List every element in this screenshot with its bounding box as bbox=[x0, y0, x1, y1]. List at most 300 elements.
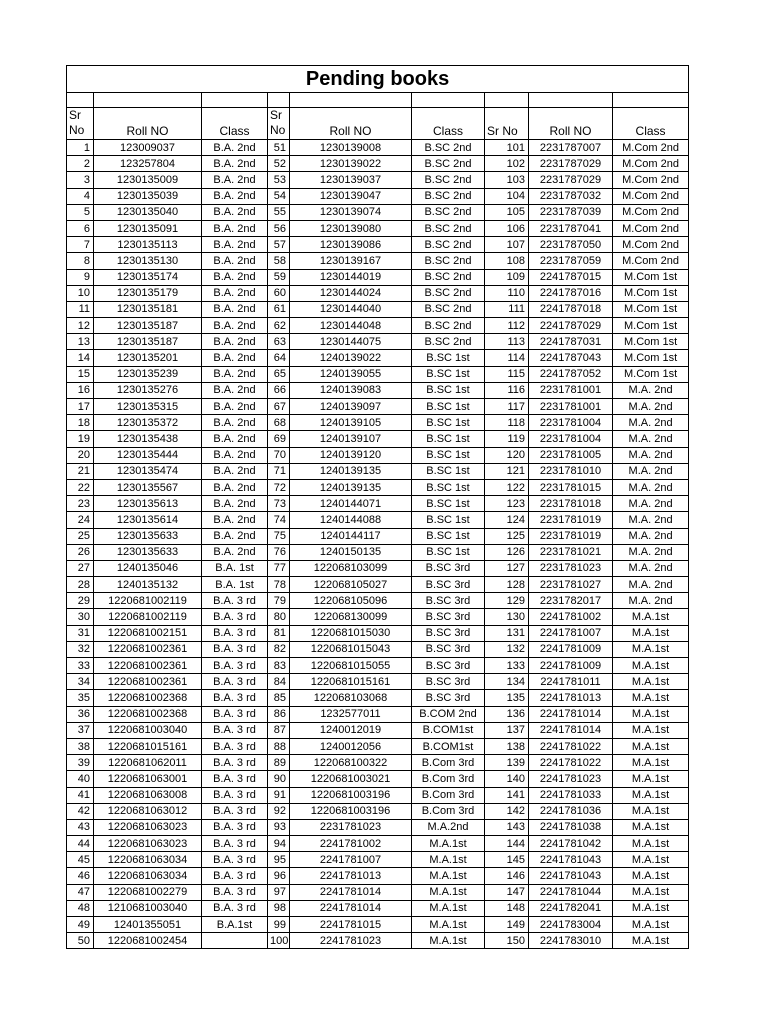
table-row bbox=[67, 722, 689, 738]
roll-no-cell: 1240139120 bbox=[290, 447, 412, 463]
class-cell: M.A.1st bbox=[613, 933, 689, 949]
class-cell: B.A. 2nd bbox=[202, 220, 268, 236]
sr-no-cell: 32 bbox=[67, 641, 94, 657]
sr-no-cell: 64 bbox=[268, 350, 290, 366]
class-cell: M.A.1st bbox=[613, 852, 689, 868]
roll-no-cell: 2241787016 bbox=[529, 285, 613, 301]
class-cell: M.A. 2nd bbox=[613, 415, 689, 431]
sr-no-cell: 118 bbox=[485, 415, 529, 431]
sr-no-cell: 17 bbox=[67, 399, 94, 415]
class-cell: B.SC 2nd bbox=[412, 285, 485, 301]
roll-no-cell: 1230135239 bbox=[94, 366, 202, 382]
roll-no-cell: 1230135633 bbox=[94, 544, 202, 560]
roll-no-cell: 1230135633 bbox=[94, 528, 202, 544]
roll-no-cell: 2231787029 bbox=[529, 172, 613, 188]
sr-no-cell: 51 bbox=[268, 140, 290, 156]
roll-no-cell: 1220681002119 bbox=[94, 593, 202, 609]
roll-no-cell: 1230135614 bbox=[94, 512, 202, 528]
class-cell: B.A. 3 rd bbox=[202, 803, 268, 819]
class-cell: B.A. 2nd bbox=[202, 172, 268, 188]
table-row bbox=[67, 690, 689, 706]
sr-no-cell: 80 bbox=[268, 609, 290, 625]
roll-no-cell: 1230135009 bbox=[94, 172, 202, 188]
roll-no-cell: 2231781001 bbox=[529, 382, 613, 398]
class-cell: B.A. 3 rd bbox=[202, 868, 268, 884]
class-cell: B.SC 2nd bbox=[412, 140, 485, 156]
roll-no-cell: 1210681003040 bbox=[94, 900, 202, 916]
roll-no-cell: 2231781023 bbox=[290, 819, 412, 835]
table-row bbox=[67, 641, 689, 657]
class-cell: M.Com 2nd bbox=[613, 140, 689, 156]
class-cell: B.SC 2nd bbox=[412, 204, 485, 220]
class-cell: B.A. 3 rd bbox=[202, 641, 268, 657]
roll-no-cell: 1220681063034 bbox=[94, 852, 202, 868]
roll-no-cell: 2241781022 bbox=[529, 755, 613, 771]
sr-no-cell: 133 bbox=[485, 658, 529, 674]
roll-no-cell: 1230144040 bbox=[290, 301, 412, 317]
roll-no-cell: 1240139107 bbox=[290, 431, 412, 447]
class-cell: B.COM1st bbox=[412, 738, 485, 754]
class-cell: M.A.1st bbox=[613, 706, 689, 722]
sr-no-cell: 10 bbox=[67, 285, 94, 301]
sr-no-cell: 131 bbox=[485, 625, 529, 641]
sr-no-cell: 63 bbox=[268, 334, 290, 350]
table-row bbox=[67, 787, 689, 803]
class-cell: B.SC 2nd bbox=[412, 156, 485, 172]
sr-no-cell: 15 bbox=[67, 366, 94, 382]
table-row bbox=[67, 301, 689, 317]
sr-no-cell: 56 bbox=[268, 220, 290, 236]
class-cell: B.SC 3rd bbox=[412, 609, 485, 625]
class-cell: B.SC 3rd bbox=[412, 577, 485, 593]
class-cell: B.A. 1st bbox=[202, 577, 268, 593]
class-cell: M.A.1st bbox=[412, 884, 485, 900]
sr-no-cell: 13 bbox=[67, 334, 94, 350]
sr-no-cell: 75 bbox=[268, 528, 290, 544]
class-cell: B.A.1st bbox=[202, 917, 268, 933]
class-cell: B.A. 2nd bbox=[202, 447, 268, 463]
header-sr-no-2 bbox=[268, 108, 290, 140]
class-cell: B.A. 2nd bbox=[202, 318, 268, 334]
roll-no-cell: 1230135113 bbox=[94, 237, 202, 253]
sr-no-cell: 91 bbox=[268, 787, 290, 803]
sr-no-cell: 30 bbox=[67, 609, 94, 625]
header-row bbox=[67, 108, 689, 140]
sr-no-cell: 110 bbox=[485, 285, 529, 301]
class-cell: M.A. 2nd bbox=[613, 577, 689, 593]
table-row bbox=[67, 285, 689, 301]
roll-no-cell: 1220681002361 bbox=[94, 658, 202, 674]
roll-no-cell: 1230144075 bbox=[290, 334, 412, 350]
sr-no-cell: 112 bbox=[485, 318, 529, 334]
sr-no-cell: 122 bbox=[485, 479, 529, 495]
roll-no-cell: 1220681063012 bbox=[94, 803, 202, 819]
table-row bbox=[67, 479, 689, 495]
roll-no-cell: 1240139135 bbox=[290, 479, 412, 495]
class-cell: B.COM1st bbox=[412, 722, 485, 738]
sr-no-cell: 12 bbox=[67, 318, 94, 334]
class-cell: B.COM 2nd bbox=[412, 706, 485, 722]
class-cell: B.Com 3rd bbox=[412, 771, 485, 787]
class-cell: M.A.1st bbox=[613, 722, 689, 738]
roll-no-cell: 1230135040 bbox=[94, 204, 202, 220]
table-row bbox=[67, 868, 689, 884]
class-cell: M.A. 2nd bbox=[613, 593, 689, 609]
roll-no-cell: 2231787050 bbox=[529, 237, 613, 253]
roll-no-cell: 2241787052 bbox=[529, 366, 613, 382]
sr-no-cell: 125 bbox=[485, 528, 529, 544]
class-cell: B.SC 1st bbox=[412, 479, 485, 495]
class-cell: M.A. 2nd bbox=[613, 560, 689, 576]
roll-no-cell: 1220681003196 bbox=[290, 787, 412, 803]
sr-no-cell: 36 bbox=[67, 706, 94, 722]
table-row bbox=[67, 560, 689, 576]
class-cell: B.A. 1st bbox=[202, 560, 268, 576]
class-cell: M.Com 2nd bbox=[613, 253, 689, 269]
class-cell: M.Com 2nd bbox=[613, 172, 689, 188]
class-cell: B.A. 2nd bbox=[202, 544, 268, 560]
sr-no-cell: 71 bbox=[268, 463, 290, 479]
class-cell: M.Com 1st bbox=[613, 366, 689, 382]
sr-no-cell: 16 bbox=[67, 382, 94, 398]
table-row bbox=[67, 220, 689, 236]
sr-no-cell: 22 bbox=[67, 479, 94, 495]
class-cell: M.Com 1st bbox=[613, 350, 689, 366]
roll-no-cell: 1240144088 bbox=[290, 512, 412, 528]
class-cell: B.SC 3rd bbox=[412, 560, 485, 576]
class-cell: M.Com 2nd bbox=[613, 220, 689, 236]
sr-no-cell: 46 bbox=[67, 868, 94, 884]
table-row bbox=[67, 431, 689, 447]
sr-no-cell: 134 bbox=[485, 674, 529, 690]
class-cell: B.A. 2nd bbox=[202, 512, 268, 528]
class-cell: B.SC 1st bbox=[412, 431, 485, 447]
sr-no-cell: 83 bbox=[268, 658, 290, 674]
sr-no-cell: 25 bbox=[67, 528, 94, 544]
class-cell: B.A. 3 rd bbox=[202, 674, 268, 690]
roll-no-cell: 2241781007 bbox=[290, 852, 412, 868]
sr-no-cell: 24 bbox=[67, 512, 94, 528]
class-cell: B.SC 1st bbox=[412, 399, 485, 415]
sr-no-cell: 1 bbox=[67, 140, 94, 156]
sr-no-cell: 74 bbox=[268, 512, 290, 528]
header-sr-line1: Sr bbox=[270, 108, 282, 122]
roll-no-cell: 1240144117 bbox=[290, 528, 412, 544]
sr-no-cell: 144 bbox=[485, 836, 529, 852]
roll-no-cell: 2231781019 bbox=[529, 528, 613, 544]
class-cell: B.A. 3 rd bbox=[202, 593, 268, 609]
table-row bbox=[67, 463, 689, 479]
sr-no-cell: 104 bbox=[485, 188, 529, 204]
sr-no-cell: 90 bbox=[268, 771, 290, 787]
sr-no-cell: 107 bbox=[485, 237, 529, 253]
sr-no-cell: 147 bbox=[485, 884, 529, 900]
class-cell: M.Com 2nd bbox=[613, 156, 689, 172]
class-cell: M.A.1st bbox=[613, 803, 689, 819]
blank-cell bbox=[613, 93, 689, 108]
sr-no-cell: 101 bbox=[485, 140, 529, 156]
sr-no-cell: 78 bbox=[268, 577, 290, 593]
roll-no-cell: 1230135438 bbox=[94, 431, 202, 447]
sr-no-cell: 124 bbox=[485, 512, 529, 528]
roll-no-cell: 2241781042 bbox=[529, 836, 613, 852]
table-row bbox=[67, 625, 689, 641]
class-cell: M.A. 2nd bbox=[613, 544, 689, 560]
class-cell: B.SC 3rd bbox=[412, 593, 485, 609]
class-cell: M.Com 2nd bbox=[613, 188, 689, 204]
class-cell: M.A. 2nd bbox=[613, 431, 689, 447]
table-row bbox=[67, 366, 689, 382]
roll-no-cell: 2231781010 bbox=[529, 463, 613, 479]
sr-no-cell: 79 bbox=[268, 593, 290, 609]
sr-no-cell: 128 bbox=[485, 577, 529, 593]
table-row bbox=[67, 140, 689, 156]
roll-no-cell: 1240012019 bbox=[290, 722, 412, 738]
table-row bbox=[67, 382, 689, 398]
roll-no-cell: 1240139097 bbox=[290, 399, 412, 415]
table-row bbox=[67, 204, 689, 220]
roll-no-cell: 1220681015161 bbox=[94, 738, 202, 754]
roll-no-cell: 1240012056 bbox=[290, 738, 412, 754]
class-cell: B.SC 2nd bbox=[412, 172, 485, 188]
header-sr-line2: No bbox=[69, 123, 85, 137]
table-row bbox=[67, 819, 689, 835]
class-cell: M.Com 2nd bbox=[613, 237, 689, 253]
sr-no-cell: 41 bbox=[67, 787, 94, 803]
sr-no-cell: 48 bbox=[67, 900, 94, 916]
roll-no-cell: 1230135474 bbox=[94, 463, 202, 479]
class-cell: M.A.1st bbox=[412, 852, 485, 868]
sr-no-cell: 59 bbox=[268, 269, 290, 285]
sr-no-cell: 70 bbox=[268, 447, 290, 463]
class-cell: B.SC 3rd bbox=[412, 690, 485, 706]
blank-cell bbox=[290, 93, 412, 108]
table-row bbox=[67, 593, 689, 609]
sr-no-cell: 44 bbox=[67, 836, 94, 852]
sr-no-cell: 69 bbox=[268, 431, 290, 447]
sr-no-cell: 103 bbox=[485, 172, 529, 188]
class-cell: M.A.1st bbox=[613, 868, 689, 884]
roll-no-cell: 122068105027 bbox=[290, 577, 412, 593]
sr-no-cell: 129 bbox=[485, 593, 529, 609]
header-sr-line1: Sr bbox=[69, 108, 81, 122]
class-cell: M.A. 2nd bbox=[613, 399, 689, 415]
class-cell: B.A. 3 rd bbox=[202, 771, 268, 787]
roll-no-cell: 1220681063034 bbox=[94, 868, 202, 884]
roll-no-cell: 1230139086 bbox=[290, 237, 412, 253]
sr-no-cell: 26 bbox=[67, 544, 94, 560]
sr-no-cell: 4 bbox=[67, 188, 94, 204]
class-cell: M.Com 1st bbox=[613, 334, 689, 350]
roll-no-cell: 1220681063023 bbox=[94, 819, 202, 835]
class-cell: B.A. 2nd bbox=[202, 350, 268, 366]
roll-no-cell: 1230135130 bbox=[94, 253, 202, 269]
class-cell: B.A. 2nd bbox=[202, 366, 268, 382]
class-cell: B.A. 3 rd bbox=[202, 852, 268, 868]
header-roll-no-3: Roll NO bbox=[529, 108, 613, 140]
sr-no-cell: 105 bbox=[485, 204, 529, 220]
class-cell: B.A. 2nd bbox=[202, 415, 268, 431]
table-row bbox=[67, 933, 689, 949]
table-row bbox=[67, 237, 689, 253]
roll-no-cell: 2241781033 bbox=[529, 787, 613, 803]
class-cell: B.A. 2nd bbox=[202, 382, 268, 398]
sr-no-cell: 77 bbox=[268, 560, 290, 576]
class-cell: B.A. 3 rd bbox=[202, 690, 268, 706]
roll-no-cell: 2241787018 bbox=[529, 301, 613, 317]
class-cell: M.A. 2nd bbox=[613, 382, 689, 398]
roll-no-cell: 1220681002361 bbox=[94, 674, 202, 690]
header-sr-line2: No bbox=[270, 123, 286, 137]
header-class-2: Class bbox=[412, 108, 485, 140]
roll-no-cell: 1220681015055 bbox=[290, 658, 412, 674]
sr-no-cell: 2 bbox=[67, 156, 94, 172]
class-cell: B.A. 3 rd bbox=[202, 819, 268, 835]
class-cell: B.SC 3rd bbox=[412, 658, 485, 674]
sr-no-cell: 37 bbox=[67, 722, 94, 738]
roll-no-cell: 1230135174 bbox=[94, 269, 202, 285]
class-cell: B.A. 3 rd bbox=[202, 722, 268, 738]
roll-no-cell: 1230139047 bbox=[290, 188, 412, 204]
class-cell bbox=[202, 933, 268, 949]
table-row bbox=[67, 350, 689, 366]
sr-no-cell: 53 bbox=[268, 172, 290, 188]
roll-no-cell: 2241781011 bbox=[529, 674, 613, 690]
roll-no-cell: 1220681003021 bbox=[290, 771, 412, 787]
class-cell: B.SC 1st bbox=[412, 512, 485, 528]
sr-no-cell: 102 bbox=[485, 156, 529, 172]
sr-no-cell: 89 bbox=[268, 755, 290, 771]
roll-no-cell: 1230135187 bbox=[94, 318, 202, 334]
roll-no-cell: 1240139105 bbox=[290, 415, 412, 431]
table-row bbox=[67, 253, 689, 269]
class-cell: B.Com 3rd bbox=[412, 755, 485, 771]
table-row bbox=[67, 852, 689, 868]
sr-no-cell: 31 bbox=[67, 625, 94, 641]
class-cell: B.A. 2nd bbox=[202, 528, 268, 544]
roll-no-cell: 2231781004 bbox=[529, 415, 613, 431]
roll-no-cell: 1230135201 bbox=[94, 350, 202, 366]
header-class-1: Class bbox=[202, 108, 268, 140]
table-row bbox=[67, 399, 689, 415]
sr-no-cell: 119 bbox=[485, 431, 529, 447]
class-cell: B.A. 2nd bbox=[202, 204, 268, 220]
class-cell: M.A.1st bbox=[613, 900, 689, 916]
sr-no-cell: 111 bbox=[485, 301, 529, 317]
sr-no-cell: 72 bbox=[268, 479, 290, 495]
roll-no-cell: 12401355051 bbox=[94, 917, 202, 933]
sr-no-cell: 14 bbox=[67, 350, 94, 366]
sr-no-cell: 65 bbox=[268, 366, 290, 382]
sr-no-cell: 35 bbox=[67, 690, 94, 706]
table-row bbox=[67, 188, 689, 204]
roll-no-cell: 1220681002151 bbox=[94, 625, 202, 641]
class-cell: M.A.1st bbox=[412, 868, 485, 884]
roll-no-cell: 1230135187 bbox=[94, 334, 202, 350]
class-cell: M.A. 2nd bbox=[613, 512, 689, 528]
class-cell: B.A. 3 rd bbox=[202, 755, 268, 771]
class-cell: M.A.1st bbox=[613, 771, 689, 787]
roll-no-cell: 1220681015161 bbox=[290, 674, 412, 690]
roll-no-cell: 2231787041 bbox=[529, 220, 613, 236]
class-cell: M.A.1st bbox=[412, 933, 485, 949]
roll-no-cell: 2241781009 bbox=[529, 658, 613, 674]
blank-cell bbox=[268, 93, 290, 108]
class-cell: M.A.1st bbox=[613, 836, 689, 852]
sr-no-cell: 93 bbox=[268, 819, 290, 835]
class-cell: B.SC 3rd bbox=[412, 625, 485, 641]
roll-no-cell: 2231787007 bbox=[529, 140, 613, 156]
roll-no-cell: 2241783010 bbox=[529, 933, 613, 949]
roll-no-cell: 1220681002368 bbox=[94, 690, 202, 706]
sr-no-cell: 58 bbox=[268, 253, 290, 269]
sr-no-cell: 96 bbox=[268, 868, 290, 884]
blank-cell bbox=[202, 93, 268, 108]
class-cell: M.A.1st bbox=[613, 609, 689, 625]
roll-no-cell: 2241781007 bbox=[529, 625, 613, 641]
roll-no-cell: 2241781002 bbox=[529, 609, 613, 625]
sr-no-cell: 55 bbox=[268, 204, 290, 220]
sr-no-cell: 100 bbox=[268, 933, 290, 949]
roll-no-cell: 1220681003040 bbox=[94, 722, 202, 738]
header-roll-no-1: Roll NO bbox=[94, 108, 202, 140]
roll-no-cell: 1240144071 bbox=[290, 496, 412, 512]
class-cell: M.A.1st bbox=[613, 738, 689, 754]
sr-no-cell: 85 bbox=[268, 690, 290, 706]
roll-no-cell: 1230135039 bbox=[94, 188, 202, 204]
sr-no-cell: 137 bbox=[485, 722, 529, 738]
roll-no-cell: 1240139022 bbox=[290, 350, 412, 366]
table-row bbox=[67, 415, 689, 431]
class-cell: M.A.1st bbox=[613, 819, 689, 835]
roll-no-cell: 2231781018 bbox=[529, 496, 613, 512]
sr-no-cell: 62 bbox=[268, 318, 290, 334]
sr-no-cell: 27 bbox=[67, 560, 94, 576]
roll-no-cell: 2231787032 bbox=[529, 188, 613, 204]
roll-no-cell: 2241787015 bbox=[529, 269, 613, 285]
roll-no-cell: 2241781022 bbox=[529, 738, 613, 754]
sr-no-cell: 120 bbox=[485, 447, 529, 463]
roll-no-cell: 1220681063008 bbox=[94, 787, 202, 803]
sr-no-cell: 132 bbox=[485, 641, 529, 657]
sr-no-cell: 52 bbox=[268, 156, 290, 172]
sr-no-cell: 143 bbox=[485, 819, 529, 835]
roll-no-cell: 1230135181 bbox=[94, 301, 202, 317]
roll-no-cell: 2241781043 bbox=[529, 852, 613, 868]
roll-no-cell: 1220681003196 bbox=[290, 803, 412, 819]
sr-no-cell: 115 bbox=[485, 366, 529, 382]
class-cell: B.A. 2nd bbox=[202, 285, 268, 301]
roll-no-cell: 2231781021 bbox=[529, 544, 613, 560]
table-row bbox=[67, 577, 689, 593]
sr-no-cell: 28 bbox=[67, 577, 94, 593]
table-row bbox=[67, 609, 689, 625]
roll-no-cell: 1230144024 bbox=[290, 285, 412, 301]
class-cell: M.A.1st bbox=[412, 900, 485, 916]
roll-no-cell: 2241781002 bbox=[290, 836, 412, 852]
roll-no-cell: 2241782041 bbox=[529, 900, 613, 916]
class-cell: B.A. 3 rd bbox=[202, 787, 268, 803]
blank-cell bbox=[485, 93, 529, 108]
sr-no-cell: 116 bbox=[485, 382, 529, 398]
class-cell: M.A.1st bbox=[613, 674, 689, 690]
roll-no-cell: 2241783004 bbox=[529, 917, 613, 933]
sr-no-cell: 121 bbox=[485, 463, 529, 479]
class-cell: M.A.1st bbox=[613, 658, 689, 674]
class-cell: M.Com 1st bbox=[613, 269, 689, 285]
class-cell: B.Com 3rd bbox=[412, 787, 485, 803]
sr-no-cell: 7 bbox=[67, 237, 94, 253]
